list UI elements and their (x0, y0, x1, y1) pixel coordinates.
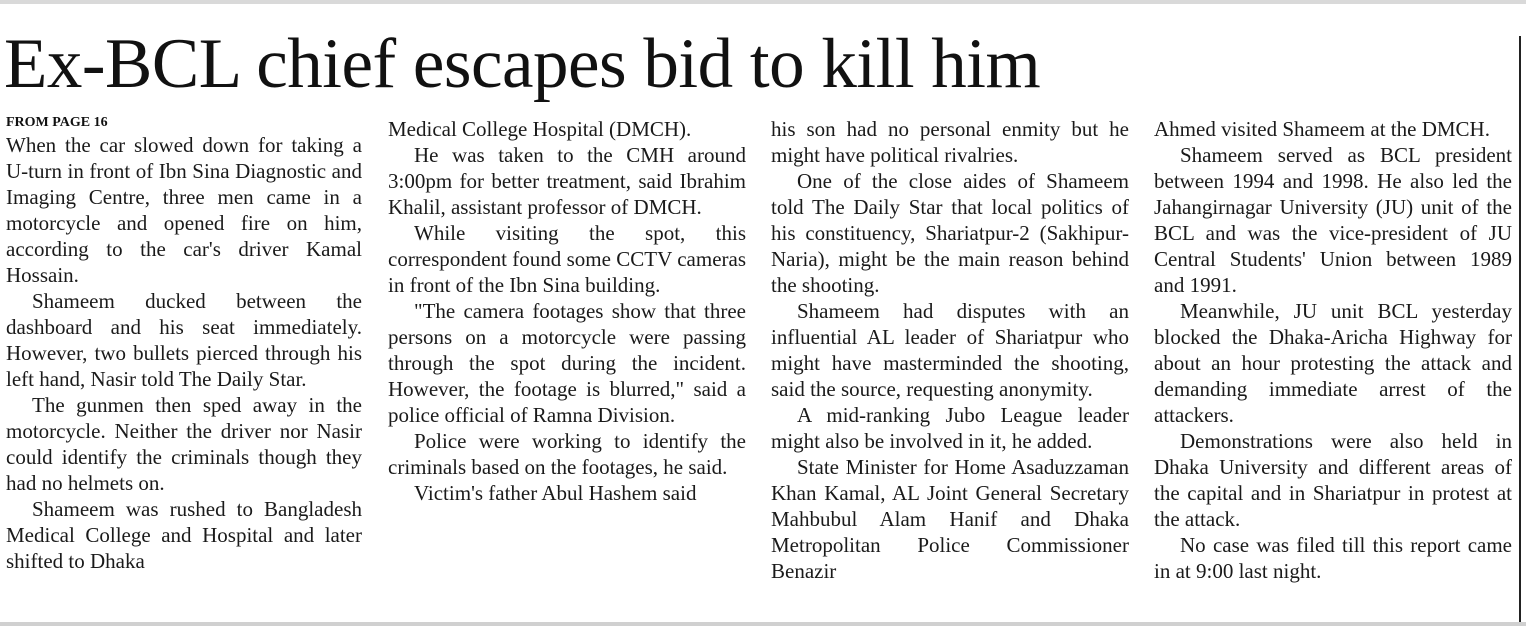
paragraph: While visiting the spot, this correspondent found some CCTV cameras in front of the Ibn Sina building. (388, 221, 746, 297)
paragraph: Victim's father Abul Hashem said (414, 481, 697, 505)
article-column-1 (6, 116, 362, 574)
paragraph: When the car slowed down for taking a U-turn in front of Ibn Sina Diagnostic and Imaging Centre, three men came in a motorcycle and opened fire on him, according to the car's driver Kamal Hossain. (6, 133, 362, 287)
paragraph: Shameem was rushed to Bangladesh Medical College and Hospital and later shifted to Dhaka (6, 497, 362, 573)
column-rule-right (1519, 36, 1521, 626)
paragraph: Medical College Hospital (DMCH). (388, 117, 692, 141)
paragraph: No case was filed till this report came in at 9:00 last night. (1154, 533, 1512, 583)
article-column-2 (388, 116, 746, 506)
paragraph: One of the close aides of Shameem told The Daily Star that local politics of his constituency, Shariatpur-2 (Sakhipur-Naria), might be the main reason behind the shooting. (771, 169, 1129, 297)
paragraph: "The camera footages show that three persons on a motorcycle were passing through the spot during the incident. However, the footage is blurred," said a police official of Ramna Division. (388, 299, 746, 427)
bottom-rule (0, 622, 1526, 626)
paragraph: A mid-ranking Jubo League leader might also be involved in it, he added. (771, 403, 1129, 453)
paragraph: Meanwhile, JU unit BCL yesterday blocked the Dhaka-Aricha Highway for about an hour protesting the attack and demanding immediate arrest of the attackers. (1154, 299, 1512, 427)
article-column-3 (771, 116, 1129, 584)
paragraph: The gunmen then sped away in the motorcycle. Neither the driver nor Nasir could identify the criminals though they had no helmets on. (6, 393, 362, 495)
paragraph: Demonstrations were also held in Dhaka University and different areas of the capital and in Shariatpur in protest at the attack. (1154, 429, 1512, 531)
top-rule (0, 0, 1526, 4)
paragraph: Ahmed visited Shameem at the DMCH. (1154, 117, 1490, 141)
paragraph: Shameem served as BCL president between 1994 and 1998. He also led the Jahangirnagar University (JU) unit of the BCL and was the vice-president of JU Central Students' Union between 1989 and 1991. (1154, 143, 1512, 297)
paragraph: Shameem had disputes with an influential AL leader of Shariatpur who might have masterminded the shooting, said the source, requesting anonymity. (771, 299, 1129, 401)
paragraph: his son had no personal enmity but he might have political rivalries. (771, 117, 1129, 167)
paragraph: He was taken to the CMH around 3:00pm for better treatment, said Ibrahim Khalil, assistant professor of DMCH. (388, 143, 746, 219)
paragraph: Shameem ducked between the dashboard and his seat immediately. However, two bullets pierced through his left hand, Nasir told The Daily Star. (6, 289, 362, 391)
paragraph: Police were working to identify the criminals based on the footages, he said. (388, 429, 746, 479)
article-column-4 (1154, 116, 1512, 584)
headline: Ex-BCL chief escapes bid to kill him (4, 25, 1041, 103)
paragraph: State Minister for Home Asaduzzaman Khan Kamal, AL Joint General Secretary Mahbubul Alam Hanif and Dhaka Metropolitan Police Commissioner Benazir (771, 455, 1129, 583)
kicker-from-page: FROM PAGE 16 (6, 115, 108, 130)
